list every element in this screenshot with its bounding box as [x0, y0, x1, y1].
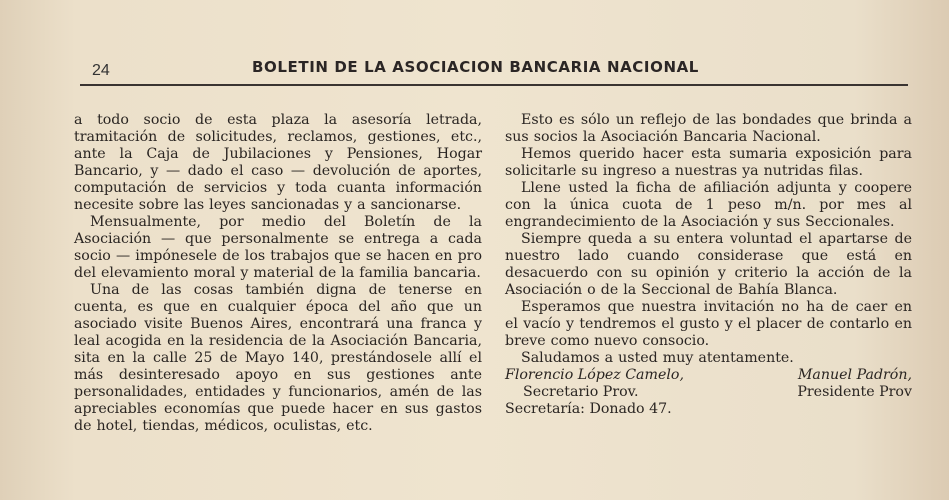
address-line: Secretaría: Donado 47. — [505, 401, 672, 417]
page-title: BOLETIN DE LA ASOCIACION BANCARIA NACIONAL — [252, 58, 699, 76]
right-paragraph-4: Siempre queda a su entera voluntad el apartarse de nuestro lado cuando considerase que está en desacuerdo con su opinión y criterio la acción de la Asociación o de la Seccional de Bahía Blanca. — [505, 231, 912, 298]
right-paragraph-3: Llene usted la ficha de afiliación adjunta y coopere con la única cuota de 1 peso m/n. por mes al engrandecimiento de la Asociación y sus Seccionales. — [505, 180, 912, 230]
signature-names — [505, 367, 912, 384]
header-rule — [80, 84, 908, 86]
left-paragraph-3: Una de las cosas también digna de tenerse en cuenta, es que en cualquier época del año que un asociado visite Buenos Aires, encontrará una franca y leal acogida en la residencia de la Asociación Bancaria, sita en la calle 25 de Mayo 140, prestándosele allí el más desinteresado apoyo en sus gestiones ante personalidades, entidades y funcionarios, amén de las apreciables economías que puede hacer en sus gastos de hotel, tiendas, médicos, oculistas, etc. — [74, 282, 482, 434]
signature-roles — [505, 384, 912, 401]
left-paragraph-1: a todo socio de esta plaza la asesoría letrada, tramitación de solicitudes, reclamos, gestiones, etc., ante la Caja de Jubilaciones y Pensiones, Hogar Bancario, y — dado el caso — devolución de aportes, computación de servicios y toda cuanta información necesite sobre las leyes sancionadas y a sancionarse. — [74, 112, 482, 213]
right-paragraph-5: Esperamos que nuestra invitación no ha de caer en el vacío y tendremos el gusto y el placer de contarlo en breve como nuevo consocio. — [505, 299, 912, 349]
closing-salutation: Saludamos a usted muy atentamente. — [521, 350, 794, 366]
left-paragraph-2: Mensualmente, por medio del Boletín de la Asociación — que personalmente se entrega a cada socio — impónesele de los trabajos que se hacen en pro del elevamiento moral y material de la familia bancaria. — [74, 214, 482, 281]
page-number: 24 — [92, 62, 110, 79]
right-column — [505, 112, 912, 418]
right-paragraph-2: Hemos querido hacer esta sumaria exposición para solicitarle su ingreso a nuestras ya nutridas filas. — [505, 146, 912, 179]
signature-left-role: Secretario Prov. — [523, 384, 639, 400]
signature-right-role: Presidente Prov — [797, 384, 912, 400]
right-paragraph-1: Esto es sólo un reflejo de las bondades que brinda a sus socios la Asociación Bancaria Nacional. — [505, 112, 912, 145]
signature-right-name: Manuel Padrón, — [797, 367, 912, 383]
left-column — [74, 112, 482, 435]
signature-left-name: Florencio López Camelo, — [505, 367, 684, 383]
